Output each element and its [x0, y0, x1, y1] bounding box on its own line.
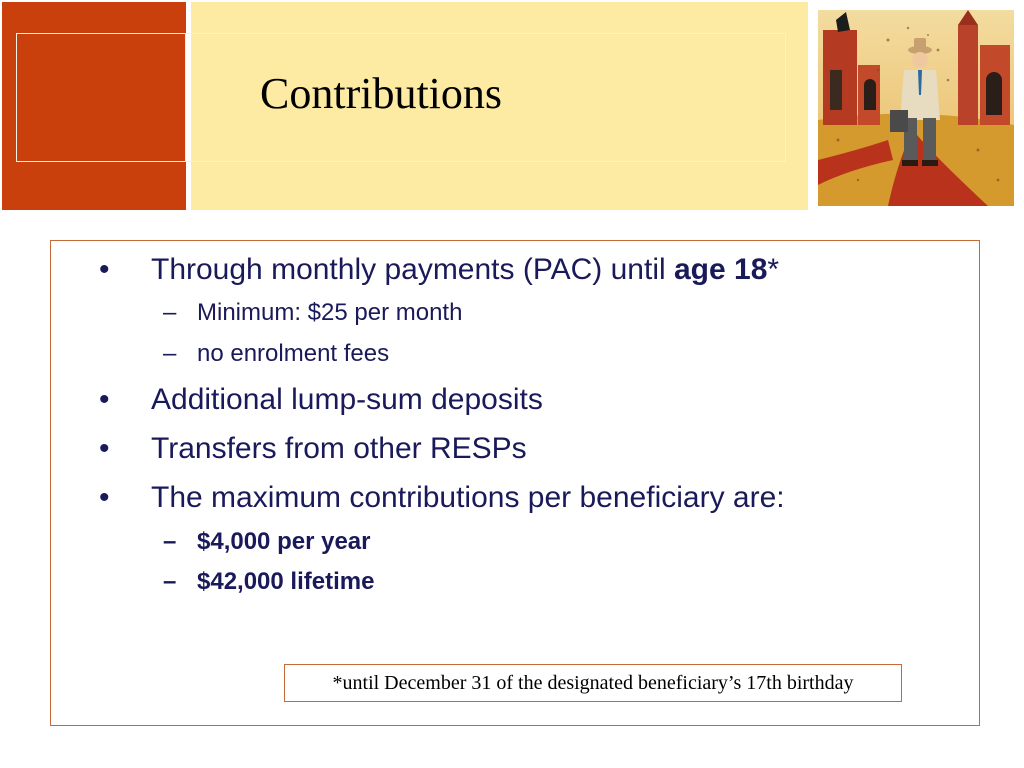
bullet-text: Additional lump-sum deposits — [151, 383, 543, 416]
header-frame-divider — [185, 33, 186, 161]
bullet-marker: • — [99, 432, 110, 465]
bullet-marker: • — [99, 481, 110, 514]
bullet-text: The maximum contributions per beneficiary are: — [151, 481, 785, 514]
bullet-text: Through monthly payments (PAC) until — [151, 253, 674, 286]
bullet-suffix: * — [767, 253, 780, 286]
sub-marker: – — [163, 568, 177, 595]
content-box — [50, 240, 980, 726]
sub-marker: – — [163, 340, 177, 367]
sub-text: $42,000 lifetime — [197, 568, 375, 595]
sub-marker: – — [163, 528, 177, 555]
sub-text: no enrolment fees — [197, 340, 390, 367]
footnote: *until December 31 of the designated beneficiary’s 17th birthday — [284, 664, 902, 702]
sub-text: $4,000 per year — [197, 528, 371, 555]
slide-title: Contributions — [260, 69, 503, 118]
sub-text: Minimum: $25 per month — [197, 299, 463, 326]
sub-marker: – — [163, 299, 177, 326]
bullet-marker: • — [99, 253, 110, 286]
bullet-text: Transfers from other RESPs — [151, 432, 527, 465]
businessman-walking-illustration — [818, 10, 1014, 206]
bullet-bold-text: age 18 — [674, 253, 768, 286]
bullet-marker: • — [99, 383, 110, 416]
